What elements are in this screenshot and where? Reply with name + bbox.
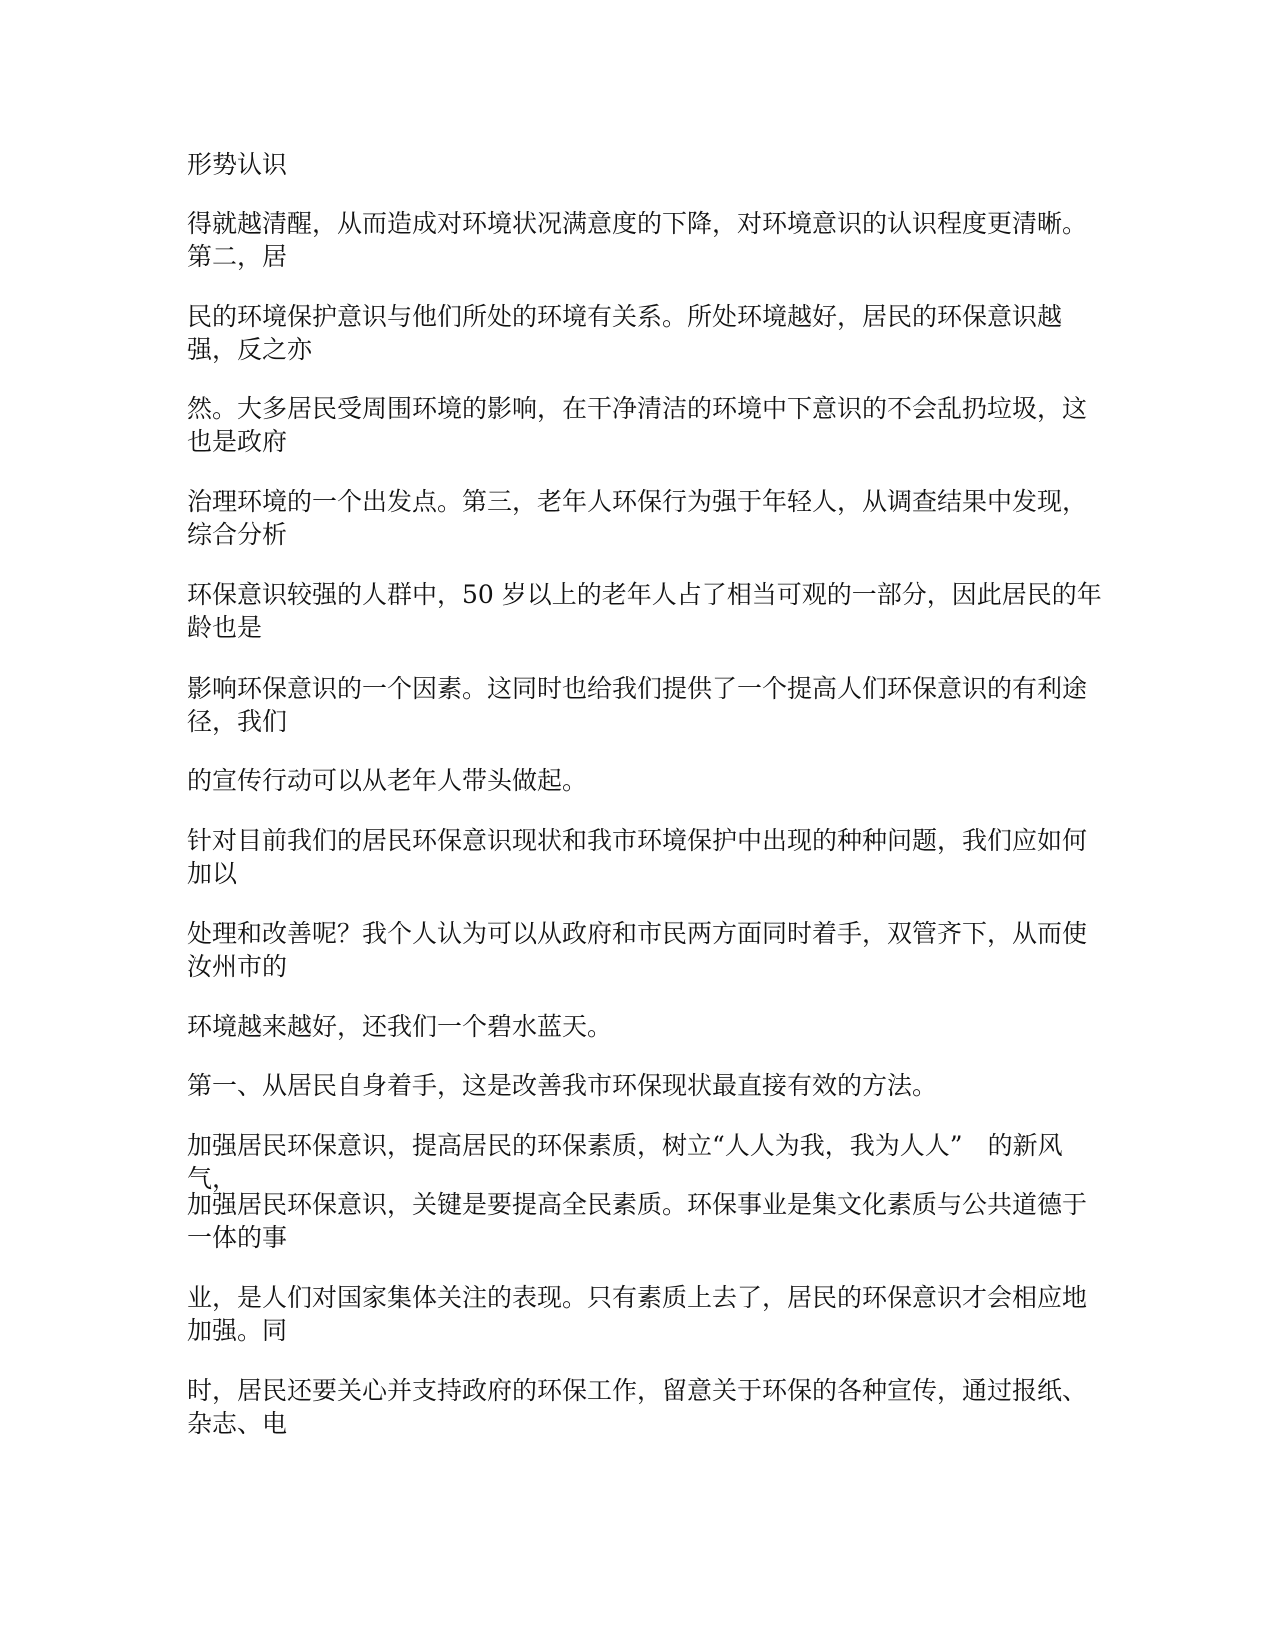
document-paragraph: 治理环境的一个出发点。第三，老年人环保行为强于年轻人，从调查结果中发现，综合分析 <box>187 487 1088 549</box>
document-paragraph: 处理和改善呢？我个人认为可以从政府和市民两方面同时着手，双管齐下，从而使汝州市的 <box>187 919 1088 981</box>
document-paragraph: 加强居民环保意识，关键是要提高全民素质。环保事业是集文化素质与公共道德于一体的事 <box>187 1190 1088 1252</box>
document-paragraph: 得就越清醒，从而造成对环境状况满意度的下降，对环境意识的认识程度更清晰。第二，居 <box>187 209 1088 271</box>
document-paragraph: 针对目前我们的居民环保意识现状和我市环境保护中出现的种种问题，我们应如何加以 <box>187 826 1088 888</box>
document-paragraph: 民的环境保护意识与他们所处的环境有关系。所处环境越好，居民的环保意识越强，反之亦 <box>187 302 1063 364</box>
document-paragraph: 加强居民环保意识，提高居民的环保素质，树立“人人为我，我为人人” 的新风气， <box>187 1131 1063 1193</box>
document-paragraph: 第一、从居民自身着手，这是改善我市环保现状最直接有效的方法。 <box>187 1071 938 1100</box>
document-paragraph: 影响环保意识的一个因素。这同时也给我们提供了一个提高人们环保意识的有利途径，我们 <box>187 674 1088 736</box>
document-paragraph: 环境越来越好，还我们一个碧水蓝天。 <box>187 1012 613 1041</box>
document-paragraph: 环保意识较强的人群中，50 岁以上的老年人占了相当可观的一部分，因此居民的年龄也是 <box>187 580 1102 642</box>
document-paragraph: 业，是人们对国家集体关注的表现。只有素质上去了，居民的环保意识才会相应地加强。同 <box>187 1283 1088 1345</box>
document-paragraph: 的宣传行动可以从老年人带头做起。 <box>187 766 588 795</box>
document-paragraph: 时，居民还要关心并支持政府的环保工作，留意关于环保的各种宣传，通过报纸、杂志、电 <box>187 1376 1088 1438</box>
document-heading: 形势认识 <box>187 150 288 179</box>
document-paragraph: 然。大多居民受周围环境的影响，在干净清洁的环境中下意识的不会乱扔垃圾，这也是政府 <box>187 394 1088 456</box>
